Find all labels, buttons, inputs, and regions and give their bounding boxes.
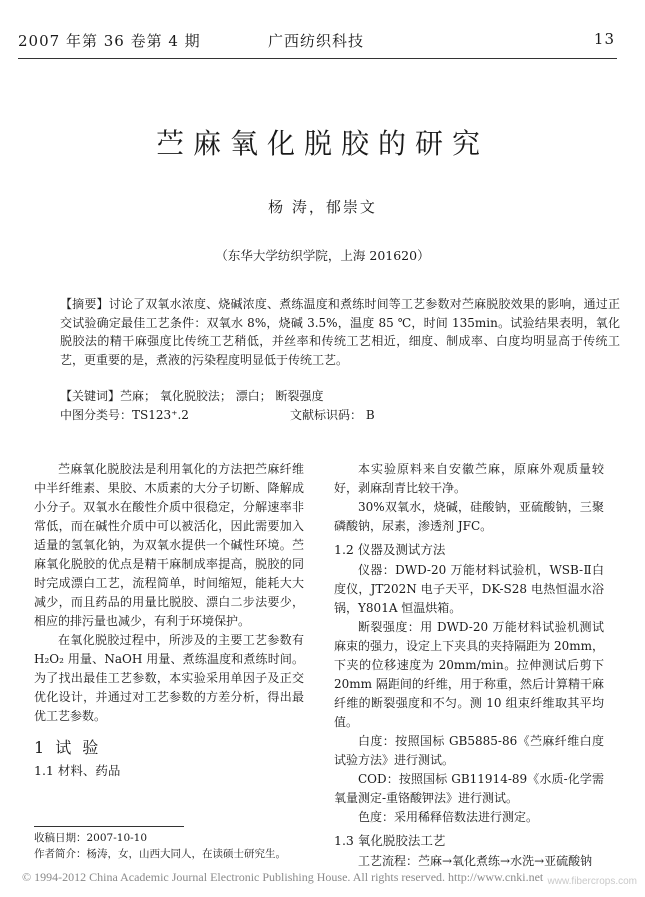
paragraph: 苎麻氧化脱胶法是利用氧化的方法把苎麻纤维中半纤维素、果胶、木质素的大分子切断、降解成小分子。双氧水在酸性介质中很稳定，分解速率非常低，而在碱性介质中可以被活化，因此需要加入适量的氢氧化钠，为双氧水提供一个碱性环境。苎麻氧化脱胶的优点是精干麻制成率提高，脱胶的同时完成漂白工艺，流程简单，时间缩短，能耗大大减少，而且药品的用量比脱胶、漂白二步法要少，相应的排污量也减少，有利于环境保护。 [34,462,304,628]
author-bio: 作者简介：杨涛，女，山西大同人，在读硕士研究生。 [34,848,286,860]
right-column [334,460,604,871]
subsection-heading: 1.1 材料、药品 [34,763,121,778]
affiliation: （东华大学纺织学院，上海 201620） [215,248,430,263]
paper-title: 苎麻氧化脱胶的研究 [155,127,489,160]
keywords: 【关键词】苎麻； 氧化脱胶法； 漂白； 断裂强度 [60,389,324,403]
paragraph: 白度：按照国标 GB5885-86《苎麻纤维白度试验方法》进行测试。 [334,734,604,767]
left-column [34,460,304,782]
paragraph: 在氧化脱胶过程中，所涉及的主要工艺参数有 H₂O₂ 用量、NaOH 用量、煮练温度和煮练时间。为了找出最佳工艺参数，本实验采用单因子及正交优化设计，并通过对工艺参数的方差分析，得出最优工艺参数。 [34,633,304,723]
paragraph: 30%双氧水，烧碱，硅酸钠，亚硫酸钠，三聚磷酸钠，尿素，渗透剂 JFC。 [334,500,604,533]
document-code: 文献标识码： B [290,408,375,422]
watermark: www.fibercrops.com [547,876,637,887]
footnote-rule [34,826,184,827]
copyright-line: © 1994-2012 China Academic Journal Electronic Publishing House. All rights reserved. http://www.cnki.net [22,870,544,884]
paragraph: 仪器：DWD-20 万能材料试验机，WSB-Ⅱ白度仪，JT202N 电子天平，DK-S28 电热恒温水浴锅，Y801A 恒温烘箱。 [334,563,604,615]
subsection-heading: 1.3 氧化脱胶法工艺 [334,833,446,848]
page-number: 13 [593,30,615,48]
classification-number: 中图分类号：TS123⁺.2 [60,408,189,422]
received-date: 收稿日期：2007-10-10 [34,832,148,844]
paragraph: COD：按照国标 GB11914-89《水质-化学需氧量测定-重铬酸钾法》进行测试。 [334,772,604,805]
header-rule [18,58,617,59]
subsection-heading: 1.2 仪器及测试方法 [334,542,446,557]
paragraph: 断裂强度：用 DWD-20 万能材料试验机测试麻束的强力，设定上下夹具的夹持隔距为 20mm，下夹的位移速度为 20mm/min。拉伸测试后剪下 20mm 隔距间的纤维，用于称重，然后计算精干麻纤维的断裂强度和不匀。测 10 组束纤维取其平均值。 [334,620,604,729]
abstract: 【摘要】讨论了双氧水浓度、烧碱浓度、煮练温度和煮练时间等工艺参数对苎麻脱胶效果的影响，通过正交试验确定最佳工艺条件：双氧水 8%，烧碱 3.5%，温度 85 ℃，时间 135min。试验结果表明，氧化脱胶法的精干麻强度比传统工艺稍低，并丝率和传统工艺相近，细度、制成率、白度均明显高于传统工艺，更重要的是，煮液的污染程度明显低于传统工艺。 [60,297,620,367]
paragraph: 工艺流程：苎麻→氧化煮练→水洗→亚硫酸钠 [358,854,593,868]
journal-name: 广西纺织科技 [268,32,365,50]
paragraph: 本实验原料来自安徽苎麻，原麻外观质量较好，剥麻刮青比较干净。 [334,462,604,495]
section-heading: 1 试 验 [34,738,102,757]
journal-issue: 2007 年第 36 卷第 4 期 [18,32,201,50]
paragraph: 色度：采用稀释倍数法进行测定。 [358,810,539,824]
authors: 杨 涛，郁崇文 [268,198,377,216]
footnotes [34,830,324,862]
